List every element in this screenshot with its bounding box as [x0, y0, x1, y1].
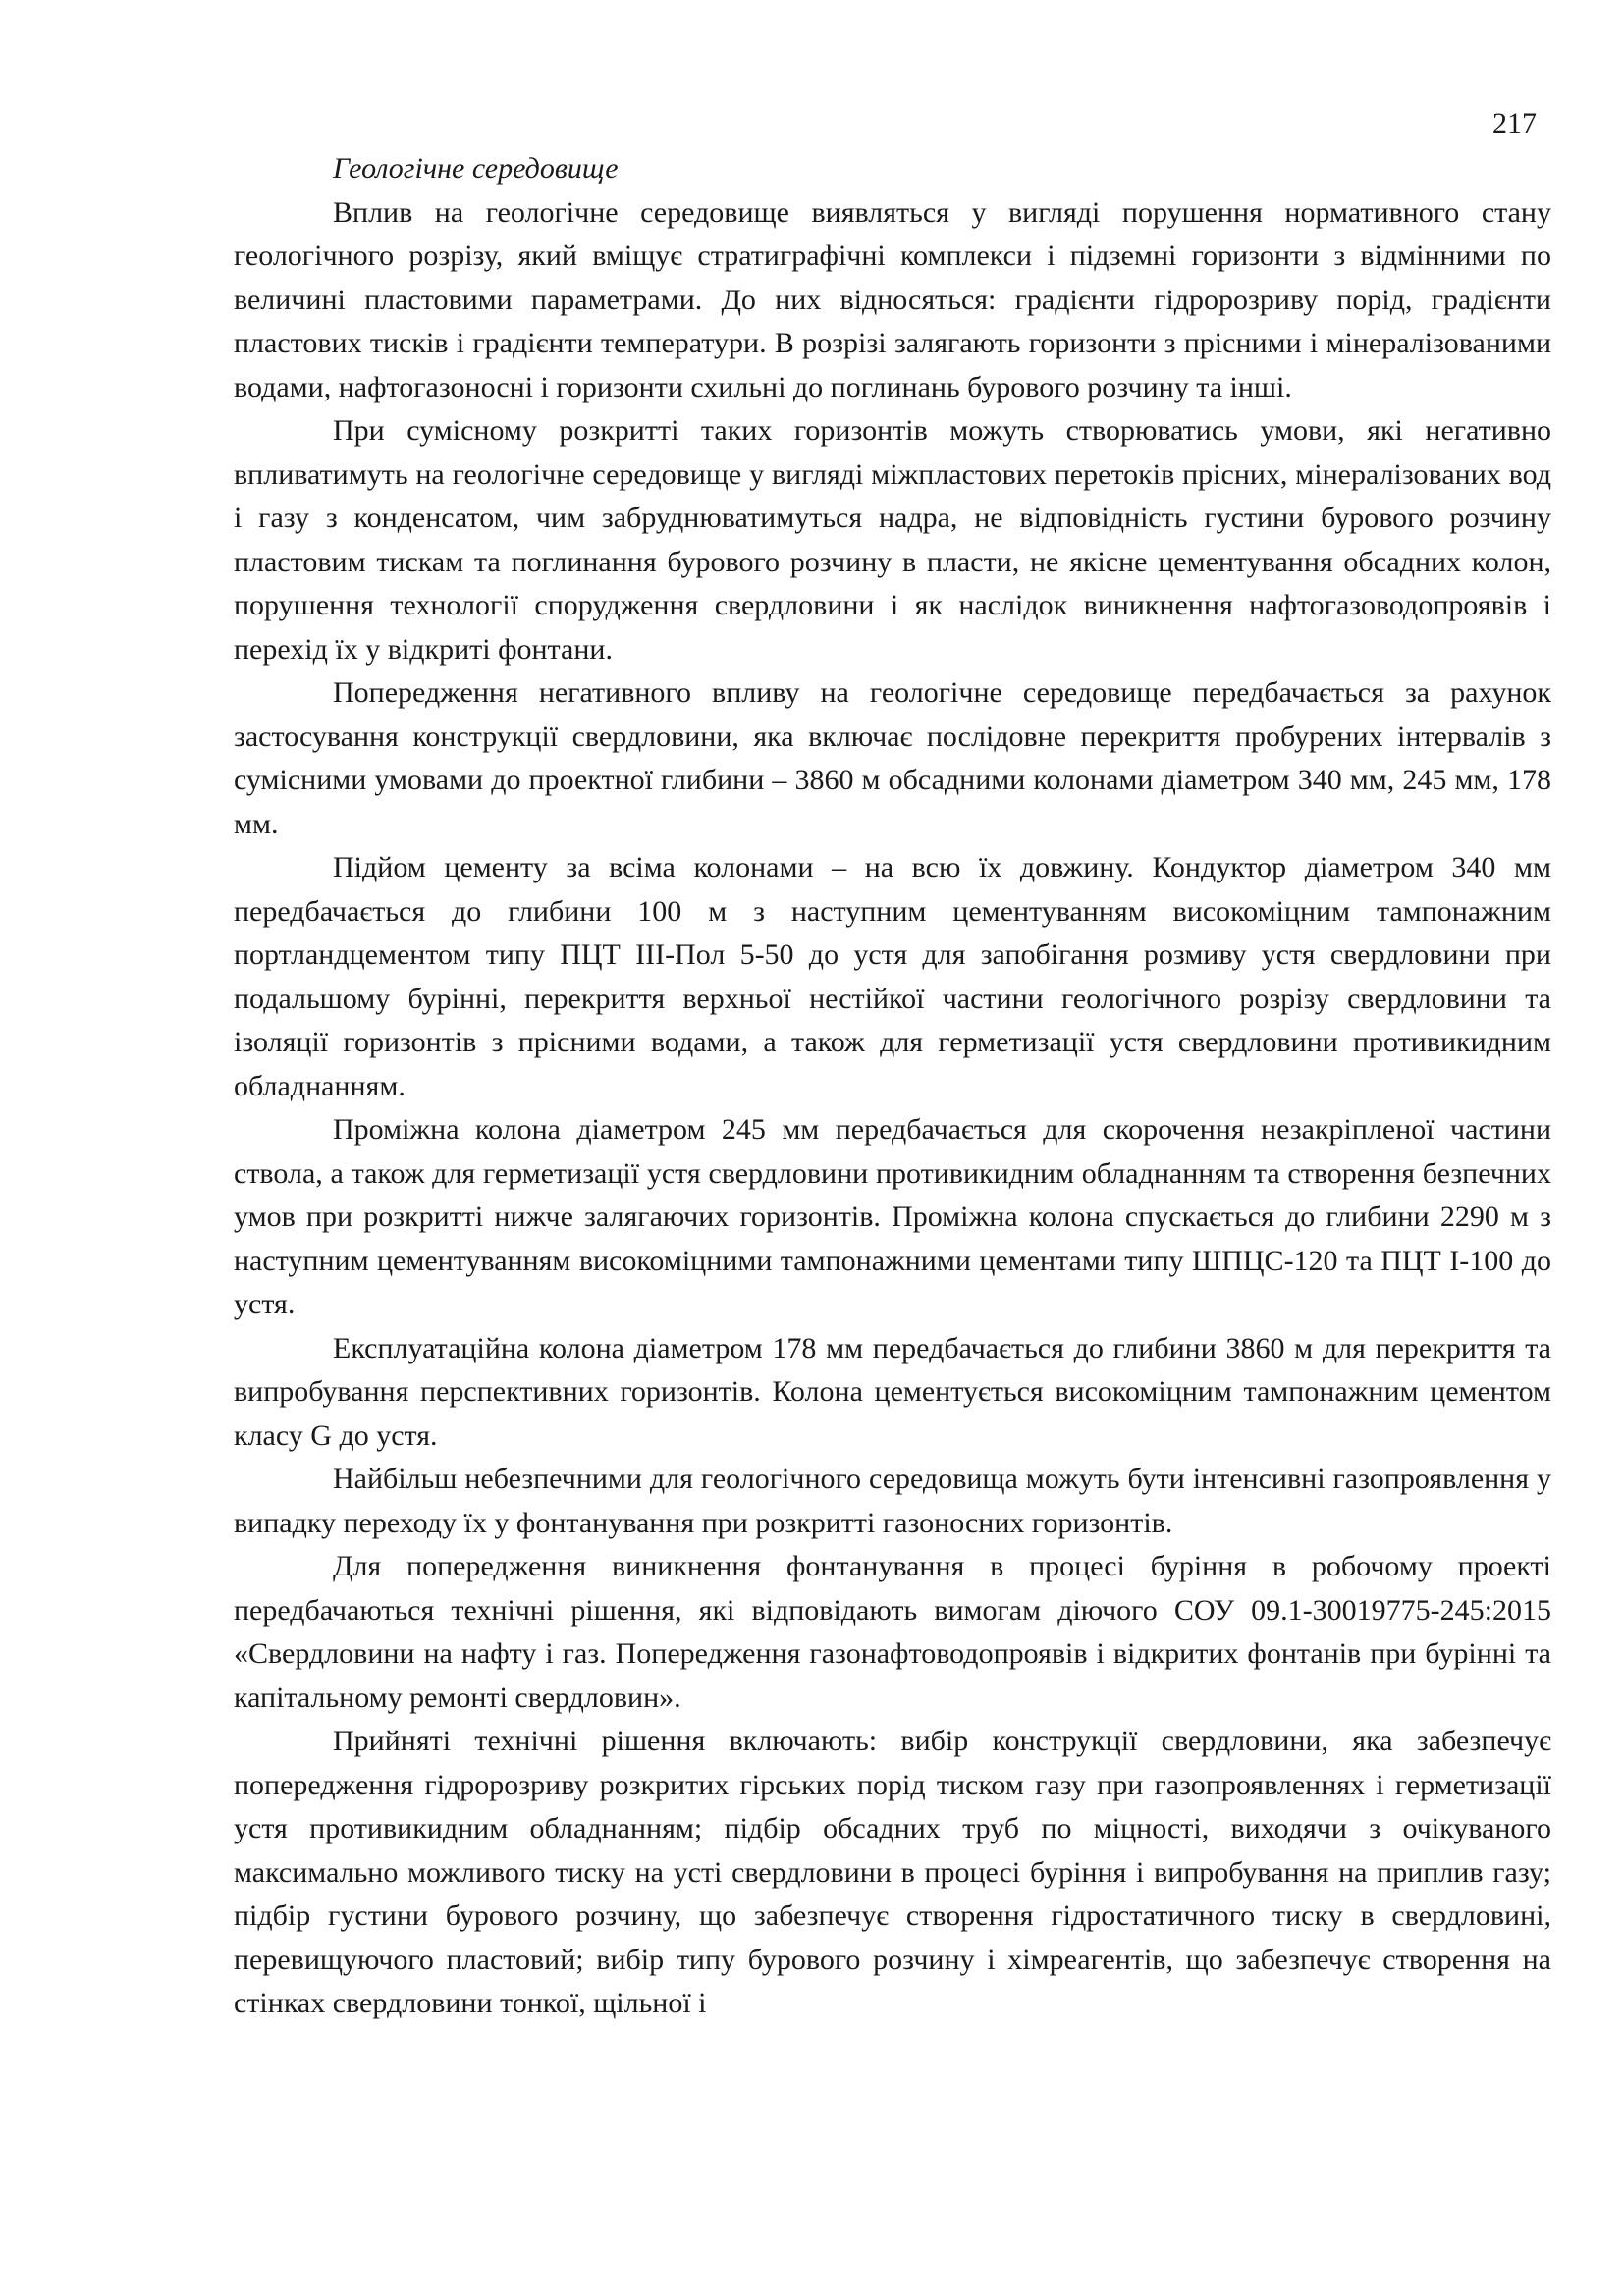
page-content — [234, 147, 1551, 2026]
paragraph-3: Попередження негативного впливу на геологічне середовище передбачається за рахунок застосування конструкції свердловини, яка включає послідовне перекриття пробурених інтервалів з сумісними умовами до проектної глибини – 3860 м обсадними колонами діаметром 340 мм, 245 мм, 178 мм. — [234, 676, 1551, 840]
paragraph-4: Підйом цементу за всіма колонами – на всю їх довжину. Кондуктор діаметром 340 мм передбачається до глибини 100 м з наступним цементуванням високоміцним тампонажним портландцементом типу ПЦТ ІІІ-Пол 5-50 до устя для запобігання розмиву устя свердловини при подальшому бурінні, перекриття верхньої нестійкої частини геологічного розрізу свердловини та ізоляції горизонтів з прісними водами, а також для герметизації устя свердловини противикидним обладнанням. — [234, 851, 1551, 1102]
paragraph-5: Проміжна колона діаметром 245 мм передбачається для скорочення незакріпленої частини ствола, а також для герметизації устя свердловини противикидним обладнанням та створення безпечних умов при розкритті нижче залягаючих горизонтів. Проміжна колона спускається до глибини 2290 м з наступним цементуванням високоміцними тампонажними цементами типу ШПЦС-120 та ПЦТ І-100 до устя. — [234, 1113, 1551, 1320]
paragraph-7: Найбільш небезпечними для геологічного середовища можуть бути інтенсивні газопроявлення у випадку переходу їх у фонтанування при розкритті газоносних горизонтів. — [234, 1463, 1551, 1539]
paragraph-2: При сумісному розкритті таких горизонтів можуть створюватись умови, які негативно впливатимуть на геологічне середовище у вигляді міжпластових перетоків прісних, мінералізованих вод і газу з конденсатом, чим забруднюватимуться надра, не відповідність густини бурового розчину пластовим тискам та поглинання бурового розчину в пласти, не якісне цементування обсадних колон, порушення технології спорудження свердловини і як наслідок виникнення нафтогазоводопроявів і перехід їх у відкриті фонтани. — [234, 414, 1551, 666]
paragraph-8: Для попередження виникнення фонтанування в процесі буріння в робочому проекті передбачаються технічні рішення, які відповідають вимогам діючого СОУ 09.1-30019775-245:2015 «Свердловини на нафту і газ. Попередження газонафтоводопроявів і відкритих фонтанів при бурінні та капітальному ремонті свердловин». — [234, 1550, 1551, 1714]
page-number: 217 — [1492, 107, 1537, 139]
paragraph-9: Прийняті технічні рішення включають: вибір конструкції свердловини, яка забезпечує попередження гідророзриву розкритих гірських порід тиском газу при газопроявленнях і герметизації устя противикидним обладнанням; підбір обсадних труб по міцності, виходячи з очікуваного максимально можливого тиску на усті свердловини в процесі буріння і випробування на приплив газу; підбір густини бурового розчину, що забезпечує створення гідростатичного тиску в свердловині, перевищуючого пластовий; вибір типу бурового розчину і хімреагентів, що забезпечує створення на стінках свердловини тонкої, щільної і — [234, 1725, 1551, 2019]
paragraph-1: Вплив на геологічне середовище виявляться у вигляді порушення нормативного стану геологічного розрізу, який вміщує стратиграфічні комплекси і підземні горизонти з відмінними по величині пластовими параметрами. До них відносяться: градієнти гідророзриву порід, градієнти пластових тисків і градієнти температури. В розрізі залягають горизонти з прісними і мінералізованими водами, нафтогазоносні і горизонти схильні до поглинань бурового розчину та інші. — [234, 195, 1551, 403]
paragraph-6: Експлуатаційна колона діаметром 178 мм передбачається до глибини 3860 м для перекриття та випробування перспективних горизонтів. Колона цементується високоміцним тампонажним цементом класу G до устя. — [234, 1331, 1551, 1452]
section-heading: Геологічне середовище — [333, 152, 619, 185]
